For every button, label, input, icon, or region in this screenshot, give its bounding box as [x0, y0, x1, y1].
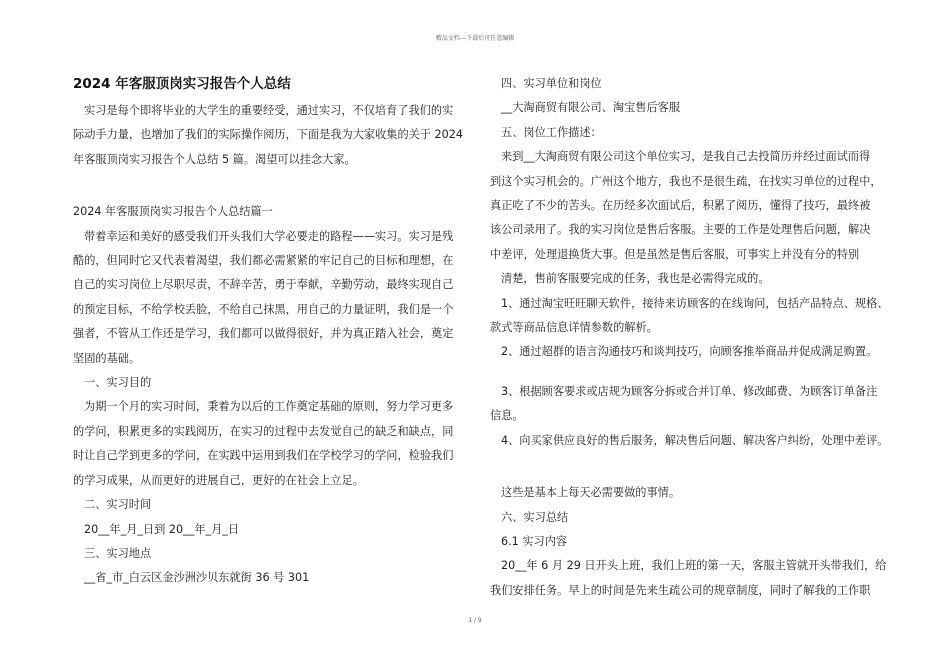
intro-line: 年客服顶岗实习报告个人总结 5 篇。渴望可以挂念大家。: [73, 152, 356, 166]
paragraph-line: 真正吃了不少的苦头。在历经多次面试后，积累了阅历，懂得了技巧，最终被: [490, 199, 871, 213]
list-item-4: 4、向买家供应良好的售后服务，解决售后问题、解决客户纠纷，处理中差评。: [501, 433, 889, 447]
paragraph-line: 的学习成果，从而更好的进展自己，更好的在社会上立足。: [73, 473, 364, 487]
list-item-3-cont: 信息。: [490, 409, 524, 423]
left-column: [73, 72, 464, 591]
paragraph-line: 时让自己学到更多的学问，在实践中运用到我们在学校学习的学问，检验我们: [73, 449, 454, 463]
company-value: __大淘商贸有限公司、淘宝售后客服: [501, 101, 681, 115]
heading-time: 二、实习时间: [84, 498, 152, 512]
paragraph-line: 到这个实习机会的。广州这个地方，我也不是很生疏，在找实习单位的过程中，: [490, 174, 882, 188]
paragraph-line: 为期一个月的实习时间，秉着为以后的工作奠定基础的原则，努力学习更多: [84, 400, 454, 414]
paragraph-line: 坚固的基础。: [73, 351, 141, 365]
heading-unit: 四、实习单位和岗位: [501, 77, 602, 90]
page-number: 1 / 9: [468, 617, 482, 624]
daily-note: 这些是基本上每天必需要做的事情。: [501, 486, 681, 500]
heading-content: 6.1 实习内容: [501, 534, 568, 548]
list-item-1: 1、通过淘宝旺旺聊天软件，接待来访顾客的在线询问，包括产品特点、规格、: [501, 296, 889, 310]
paragraph-line: 带着幸运和美好的感受我们开头我们大学必要走的路程——实习。实习是残: [84, 229, 454, 243]
list-item-1-cont: 款式等商品信息详情参数的解析。: [490, 321, 658, 335]
paragraph-line: 中差评，处理退换货大事。但是虽然是售后客服，可事实上并没有分的特别: [490, 247, 860, 261]
paragraph-line: 自己的实习岗位上尽职尽责，不辞辛苦，勇于奉献，辛勤劳动，最终实现自己: [73, 278, 454, 292]
section-heading: 2024 年客服顶岗实习报告个人总结篇一: [73, 205, 273, 219]
paragraph-line: 来到__大淘商贸有限公司这个单位实习，是我自己去投简历并经过面试而得: [501, 150, 871, 164]
document-title: 2024 年客服顶岗实习报告个人总结: [73, 76, 291, 92]
place-value: __省_市_白云区金沙洲沙贝东就街 36 号 301: [84, 571, 310, 585]
paragraph-line: 该公司录用了。我的实习岗位是售后客服。主要的工作是处理售后问题，解决: [490, 223, 871, 237]
paragraph-line: 强者，不管从工作还是学习，我们都可以做得很好，并为真正踏入社会，奠定: [73, 327, 454, 341]
intro-line: 际动手力量，也增加了我们的实际操作阅历，下面是我为大家收集的关于 2024: [73, 128, 464, 142]
paragraph-line: 我们安排任务。早上的时间是先来生疏公司的规章制度，同时了解我的工作职: [490, 583, 871, 597]
paragraph-line: 的预定目标，不给学校丢脸，不给自己抹黑，用自己的力量证明，我们是一个: [73, 302, 454, 316]
heading-place: 三、实习地点: [84, 546, 152, 560]
heading-purpose: 一、实习目的: [84, 376, 152, 390]
list-item-3: 3、根据顾客要求或店规为顾客分拆或合并订单、修改邮费、为顾客订单备注: [501, 384, 878, 398]
paragraph-line: 20__年 6 月 29 日开头上班，我们上班的第一天，客服主管就开头带我们，给: [501, 559, 887, 573]
page-header-note: 精品文档---下载后可任意编辑: [435, 35, 515, 42]
heading-job-description: 五、岗位工作描述：: [501, 125, 602, 139]
heading-summary: 六、实习总结: [501, 510, 569, 524]
paragraph-line: 清楚，售前客服要完成的任务，我也是必需得完成的。: [501, 272, 770, 286]
list-item-2: 2、通过超群的语言沟通技巧和谈判技巧，向顾客推举商品并促成满足购置。: [501, 345, 878, 359]
intro-line: 实习是每个即将毕业的大学生的重要经受，通过实习，不仅培育了我们的实: [84, 104, 454, 117]
time-value: 20__年_月_日到 20__年_月_日: [84, 522, 240, 536]
paragraph-line: 酷的，但同时它又代表着渴望，我们都必需紧紧的牢记自己的目标和理想，在: [73, 254, 454, 268]
right-column: [490, 72, 889, 603]
paragraph-line: 的学问，积累更多的实践阅历，在实习的过程中去发觉自己的缺乏和缺点，同: [73, 424, 454, 438]
